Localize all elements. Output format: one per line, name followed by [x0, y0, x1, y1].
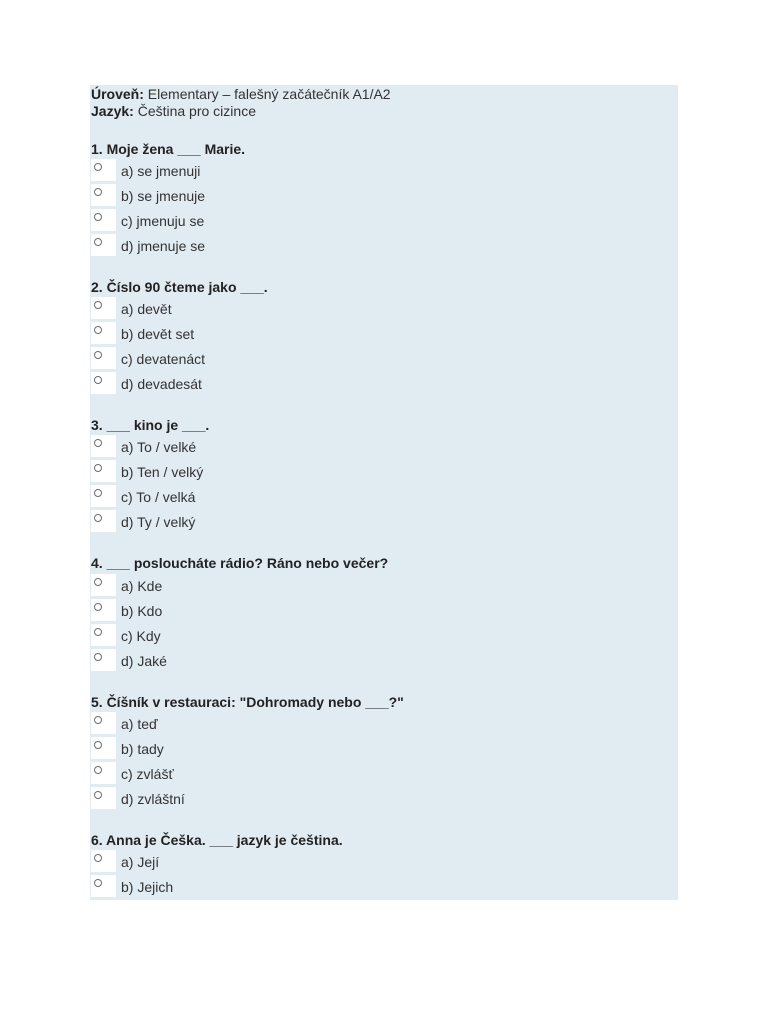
- option-label: d) Jaké: [121, 653, 167, 669]
- radio-button[interactable]: [94, 578, 102, 586]
- radio-button[interactable]: [94, 628, 102, 636]
- question-3-option-a[interactable]: [90, 435, 390, 460]
- radio-button[interactable]: [94, 376, 102, 384]
- quiz-panel: [90, 85, 678, 900]
- option-label: c) To / velká: [121, 489, 196, 505]
- radio-button[interactable]: [94, 326, 102, 334]
- question-1-option-c[interactable]: [90, 209, 390, 234]
- question-3-title: 3. ___ kino je ___.: [91, 417, 210, 433]
- option-label: b) Kdo: [121, 603, 163, 619]
- level-value: Elementary – falešný začátečník A1/A2: [143, 86, 391, 102]
- question-5-option-d[interactable]: [90, 787, 390, 812]
- option-label: c) zvlášť: [121, 766, 174, 782]
- question-4-option-b[interactable]: [90, 599, 390, 624]
- option-label: a) devět: [121, 301, 172, 317]
- radio-button[interactable]: [94, 716, 102, 724]
- radio-button[interactable]: [94, 879, 102, 887]
- option-label: d) jmenuje se: [121, 238, 206, 254]
- option-label: a) Její: [121, 854, 160, 870]
- question-3-option-d[interactable]: [90, 510, 390, 535]
- option-label: a) se jmenuji: [121, 163, 201, 179]
- question-4-option-a[interactable]: [90, 574, 390, 599]
- question-1-title: 1. Moje žena ___ Marie.: [91, 141, 246, 157]
- question-2-option-a[interactable]: [90, 297, 390, 322]
- question-4-option-c[interactable]: [90, 624, 390, 649]
- radio-button[interactable]: [94, 188, 102, 196]
- option-label: d) Ty / velký: [121, 514, 196, 530]
- radio-button[interactable]: [94, 489, 102, 497]
- question-6-option-a[interactable]: [90, 850, 390, 875]
- radio-button[interactable]: [94, 741, 102, 749]
- question-5-option-a[interactable]: [90, 712, 390, 737]
- option-label: b) devět set: [121, 326, 195, 342]
- radio-button[interactable]: [94, 213, 102, 221]
- radio-button[interactable]: [94, 514, 102, 522]
- option-label: d) devadesát: [121, 376, 202, 392]
- level-label: Úroveň:: [91, 86, 144, 102]
- radio-button[interactable]: [94, 603, 102, 611]
- question-3-option-c[interactable]: [90, 485, 390, 510]
- question-5-option-b[interactable]: [90, 737, 390, 762]
- radio-button[interactable]: [94, 854, 102, 862]
- radio-button[interactable]: [94, 238, 102, 246]
- question-1-option-d[interactable]: [90, 234, 390, 259]
- question-5-title: 5. Číšník v restauraci: "Dohromady nebo ___?": [91, 694, 404, 710]
- question-6-option-b[interactable]: [90, 875, 390, 900]
- option-label: a) To / velké: [121, 439, 197, 455]
- option-label: c) Kdy: [121, 628, 161, 644]
- level-line: [91, 86, 391, 103]
- radio-button[interactable]: [94, 163, 102, 171]
- language-label: Jazyk:: [91, 103, 134, 119]
- option-label: c) devatenáct: [121, 351, 206, 367]
- radio-button[interactable]: [94, 653, 102, 661]
- radio-button[interactable]: [94, 464, 102, 472]
- question-2-title: 2. Číslo 90 čteme jako ___.: [91, 279, 268, 295]
- radio-button[interactable]: [94, 439, 102, 447]
- radio-button[interactable]: [94, 791, 102, 799]
- option-label: a) Kde: [121, 578, 163, 594]
- option-label: b) tady: [121, 741, 164, 757]
- option-label: b) Jejich: [121, 879, 174, 895]
- option-label: a) teď: [121, 716, 158, 732]
- language-line: [91, 103, 256, 120]
- question-1-option-b[interactable]: [90, 184, 390, 209]
- option-label: b) Ten / velký: [121, 464, 204, 480]
- question-2-option-c[interactable]: [90, 347, 390, 372]
- radio-button[interactable]: [94, 351, 102, 359]
- question-5-option-c[interactable]: [90, 762, 390, 787]
- radio-button[interactable]: [94, 301, 102, 309]
- question-2-option-d[interactable]: [90, 372, 390, 397]
- question-2-option-b[interactable]: [90, 322, 390, 347]
- question-6-title: 6. Anna je Češka. ___ jazyk je čeština.: [91, 832, 343, 848]
- question-4-title: 4. ___ posloucháte rádio? Ráno nebo večer?: [91, 555, 389, 571]
- option-label: c) jmenuju se: [121, 213, 205, 229]
- question-4-option-d[interactable]: [90, 649, 390, 674]
- option-label: d) zvláštní: [121, 791, 185, 807]
- option-label: b) se jmenuje: [121, 188, 206, 204]
- language-value: Čeština pro cizince: [133, 103, 256, 119]
- question-1-option-a[interactable]: [90, 159, 390, 184]
- radio-button[interactable]: [94, 766, 102, 774]
- question-3-option-b[interactable]: [90, 460, 390, 485]
